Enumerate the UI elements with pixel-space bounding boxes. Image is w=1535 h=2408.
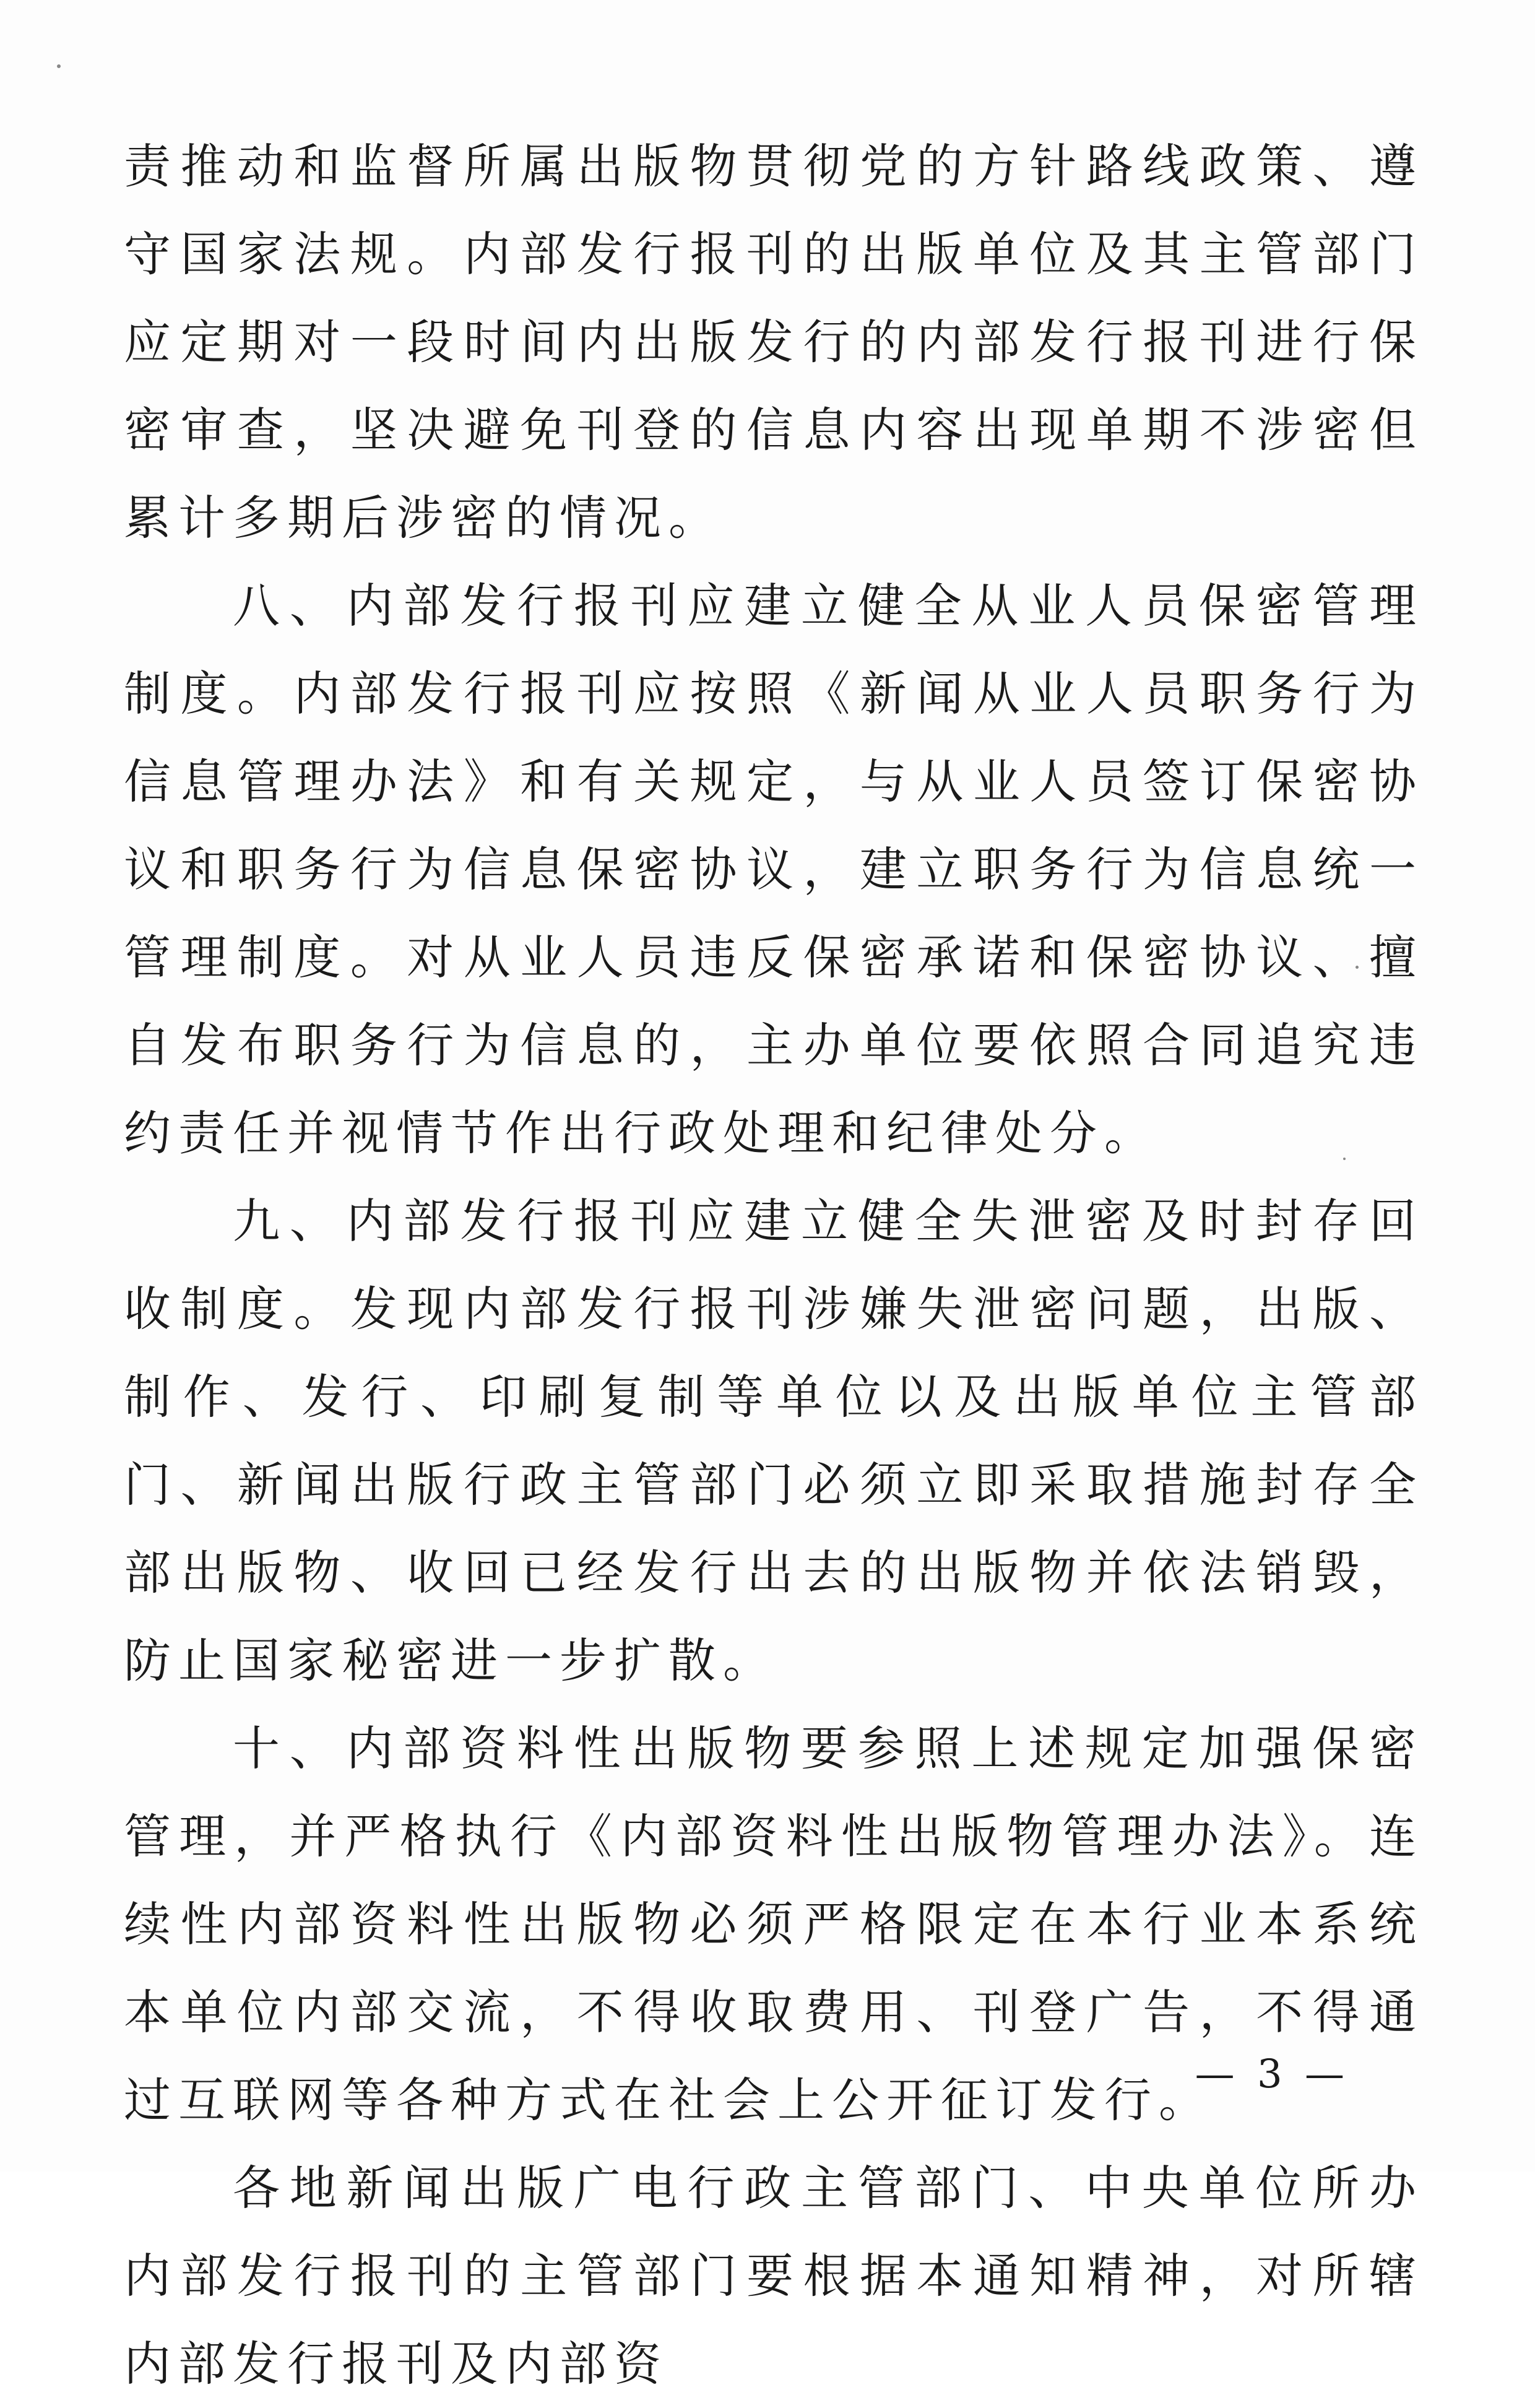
paragraph-continuation: 责推动和监督所属出版物贯彻党的方针路线政策、遵守国家法规。内部发行报刊的出版单位及其主管部门应定期对一段时间内出版发行的内部发行报刊进行保密审查，坚决避免刊登的信息内容出现单期不涉密但累计多期后涉密的情况。 (124, 139, 1424, 545)
scan-speck (57, 64, 61, 68)
paragraph-item-10: 十、内部资料性出版物要参照上述规定加强保密管理，并严格执行《内部资料性出版物管理办法》。连续性内部资料性出版物必须严格限定在本行业本系统本单位内部交流，不得收取费用、刊登广告，不得通过互联网等各种方式在社会上公开征订发行。 (124, 1721, 1424, 2128)
paragraph-item-9: 九、内部发行报刊应建立健全失泄密及时封存回收制度。发现内部发行报刊涉嫌失泄密问题，出版、制作、发行、印刷复制等单位以及出版单位主管部门、新闻出版行政主管部门必须立即采取措施封存全部出版物、收回已经发行出去的出版物并依法销毁，防止国家秘密进一步扩散。 (124, 1193, 1424, 1688)
paragraph-item-8: 八、内部发行报刊应建立健全从业人员保密管理制度。内部发行报刊应按照《新闻从业人员职务行为信息管理办法》和有关规定，与从业人员签订保密协议和职务行为信息保密协议，建立职务行为信息统一管理制度。对从业人员违反保密承诺和保密协议、擅自发布职务行为信息的，主办单位要依照合同追究违约责任并视情节作出行政处理和纪律处分。 (124, 578, 1424, 1161)
paragraph-closing: 各地新闻出版广电行政主管部门、中央单位所办内部发行报刊的主管部门要根据本通知精神，对所辖内部发行报刊及内部资 (124, 2160, 1424, 2391)
page-number: — 3 — (1195, 2051, 1349, 2097)
